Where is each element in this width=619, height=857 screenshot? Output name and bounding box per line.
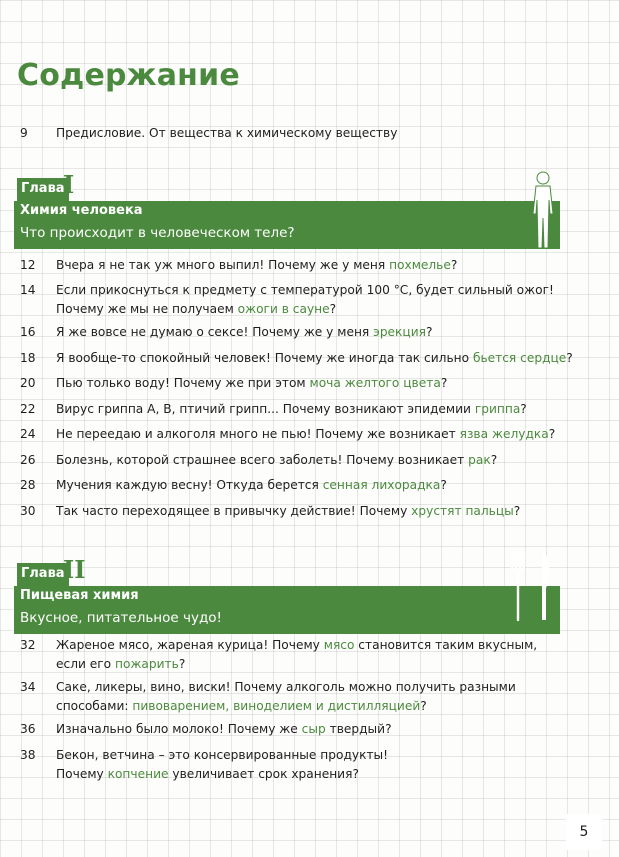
- entry-page-number: 24: [20, 427, 36, 441]
- entry-text-part: ?: [566, 351, 573, 365]
- entry-page-number: 34: [20, 680, 36, 694]
- human-body-icon: [528, 170, 558, 250]
- entry-page-number: 26: [20, 453, 36, 467]
- entry-text-part: ?: [440, 478, 447, 492]
- entry-page-number: 32: [20, 638, 36, 652]
- page-title: Содержание: [17, 58, 240, 93]
- chapter-1-band: [14, 201, 560, 249]
- entry-text-part: ?: [329, 302, 337, 316]
- highlighted-term: копчение: [107, 767, 169, 781]
- page-number: 5: [566, 814, 602, 850]
- entry-text: [56, 281, 581, 319]
- entry-text: [56, 636, 581, 674]
- highlighted-term: ожоги в сауне: [237, 302, 330, 316]
- entry-page-number: 20: [20, 376, 36, 390]
- entry-text-part: ?: [450, 258, 458, 272]
- entry-text-part: ?: [520, 402, 527, 416]
- entry-text-part: ?: [420, 699, 427, 713]
- entry-text-part: Почему: [56, 767, 108, 781]
- entry-text-part: увеличивает срок хранения?: [168, 767, 359, 781]
- entry-text: [56, 502, 581, 521]
- chapter-1-subtitle: Что происходит в человеческом теле?: [20, 225, 295, 241]
- entry-text-part: Я же вовсе не думаю о сексе! Почему же у меня: [56, 325, 374, 339]
- entry-text-part: Изначально было молоко! Почему же: [56, 722, 302, 736]
- fork-knife-icon: [504, 548, 556, 622]
- entry-page-number: 28: [20, 478, 36, 492]
- entry-text-part: Болезнь, которой страшнее всего заболеть! Почему возникает: [56, 453, 469, 467]
- entry-text-part: Пью только воду! Почему же при этом: [56, 376, 310, 390]
- entry-text: [56, 746, 581, 784]
- highlighted-term: моча желтого цвета: [309, 376, 441, 390]
- highlighted-term: рак: [468, 453, 491, 467]
- highlighted-term: хрустят пальцы: [411, 504, 514, 518]
- chapter-2-title: Пищевая химия: [20, 588, 139, 603]
- chapter-2-numeral: II: [63, 555, 86, 584]
- chapter-2-label: Глава: [17, 563, 69, 587]
- entry-page-number: 16: [20, 325, 36, 339]
- entry-text-part: ?: [440, 376, 448, 390]
- entry-text-part: ?: [548, 427, 556, 441]
- entry-text-part: Бекон, ветчина – это консервированные продукты!: [56, 748, 389, 762]
- entry-text-part: Вирус гриппа A, B, птичий грипп... Почему возникают эпидемии: [56, 402, 475, 416]
- entry-text: [56, 374, 581, 393]
- entry-text-part: ?: [490, 453, 498, 467]
- entry-text-part: Саке, ликеры, вино, виски! Почему алкоголь можно получить разными: [56, 680, 516, 694]
- highlighted-term: бьется сердце: [472, 351, 567, 365]
- entry-text: [56, 256, 581, 275]
- highlighted-term: гриппа: [474, 402, 521, 416]
- chapter-2-subtitle: Вкусное, питательное чудо!: [20, 610, 222, 626]
- chapter-1-title: Химия человека: [20, 203, 143, 218]
- entry-text-part: Я вообще-то спокойный человек! Почему же иногда так сильно: [56, 351, 473, 365]
- highlighted-term: сыр: [301, 722, 326, 736]
- entry-text-part: ?: [513, 504, 521, 518]
- entry-text-part: Так часто переходящее в привычку действие! Почему: [56, 504, 412, 518]
- entry-text: [56, 720, 581, 739]
- entry-text: [56, 323, 581, 342]
- entry-text-part: Если прикоснуться к предмету с температурой 100 °С, будет сильный ожог!: [56, 283, 554, 297]
- highlighted-term: пивоварением, виноделием и дистилляцией: [132, 699, 421, 713]
- highlighted-term: похмелье: [389, 258, 451, 272]
- entry-page-number: 14: [20, 283, 36, 297]
- entry-text: [56, 400, 581, 419]
- highlighted-term: эрекция: [373, 325, 426, 339]
- chapter-1-numeral: I: [63, 170, 75, 199]
- highlighted-term: мясо: [323, 638, 355, 652]
- entry-text-part: становится таким вкусным,: [354, 638, 538, 652]
- entry-page-number: 38: [20, 748, 36, 762]
- entry-text-part: ?: [425, 325, 433, 339]
- entry-text-part: способами:: [56, 699, 133, 713]
- entry-page-number: 9: [20, 126, 28, 140]
- highlighted-term: язва желудка: [459, 427, 549, 441]
- entry-text-part: Не переедаю и алкоголя много не пью! Почему же возникает: [56, 427, 460, 441]
- entry-page-number: 30: [20, 504, 36, 518]
- entry-text-part: Почему же мы не получаем: [56, 302, 238, 316]
- highlighted-term: сенная лихорадка: [322, 478, 441, 492]
- highlighted-term: пожарить: [115, 657, 179, 671]
- entry-text: Предисловие. От вещества к химическому веществу: [56, 126, 398, 140]
- entry-text-part: твердый?: [325, 722, 392, 736]
- entry-text: [56, 425, 581, 444]
- entry-page-number: 12: [20, 258, 36, 272]
- entry-text-part: Вчера я не так уж много выпил! Почему же у меня: [56, 258, 390, 272]
- entry-text-part: Мучения каждую весну! Откуда берется: [56, 478, 323, 492]
- entry-text-part: ?: [178, 657, 186, 671]
- entry-text: [56, 349, 581, 368]
- chapter-2-band: [14, 586, 560, 634]
- entry-page-number: 22: [20, 402, 36, 416]
- entry-page-number: 18: [20, 351, 36, 365]
- entry-text-part: если его: [56, 657, 116, 671]
- entry-text: [56, 476, 581, 495]
- entry-page-number: 36: [20, 722, 36, 736]
- chapter-1-label: Глава: [17, 178, 69, 202]
- entry-text: [56, 678, 581, 716]
- entry-text: [56, 451, 581, 470]
- entry-text-part: Жареное мясо, жареная курица! Почему: [56, 638, 324, 652]
